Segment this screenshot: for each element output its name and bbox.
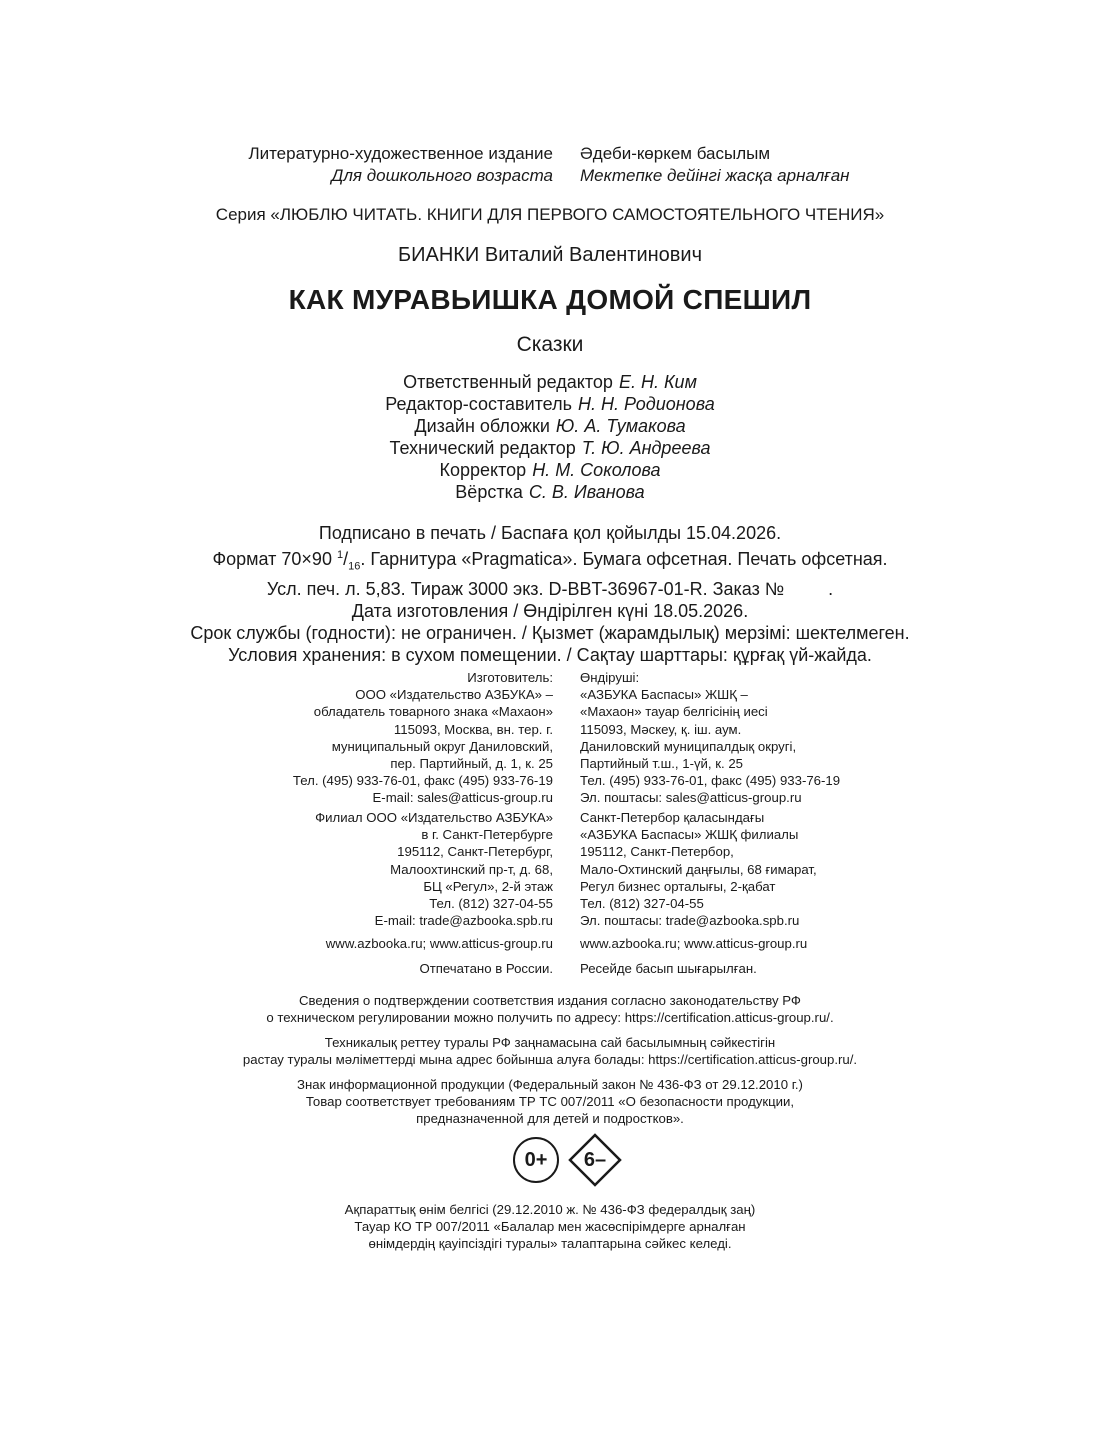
credit-name: Е. Н. Ким xyxy=(618,372,697,392)
credit-row xyxy=(0,437,1100,459)
text-line: Тауар КО ТР 007/2011 «Балалар мен жасөспірімдерге арналған xyxy=(354,1219,746,1235)
text-line: Өндіруші: xyxy=(580,670,640,685)
text-line: E-mail: trade@azbooka.spb.ru xyxy=(374,913,553,929)
credit-name: Т. Ю. Андреева xyxy=(581,438,711,458)
text-line: Техникалық реттеу туралы РФ заңнамасына сай басылымның сәйкестігін xyxy=(324,1035,776,1050)
credit-row xyxy=(0,481,1100,503)
text-line: обладатель товарного знака «Махаон» xyxy=(313,704,553,720)
text-line: Эл. поштасы: sales@atticus-group.ru xyxy=(580,790,802,806)
manufacturer-ru xyxy=(60,669,553,807)
text-line: 115093, Москва, вн. тер. г. xyxy=(393,721,553,737)
text-line: о техническом регулировании можно получить по адресу: https://certification.atticus-group.ru/. xyxy=(266,1010,834,1026)
age-rating-diamond-icon xyxy=(568,1133,622,1187)
age-rating-circle-icon xyxy=(513,1137,559,1183)
storage-line: Условия хранения: в сухом помещении. / Сақтау шарттары: құрғақ үй-жайда. xyxy=(228,644,872,665)
author-name: БИАНКИ Виталий Валентинович xyxy=(397,244,703,266)
credit-row xyxy=(0,459,1100,481)
text-line: пер. Партийный, д. 1, к. 25 xyxy=(390,756,553,772)
text-line: Изготовитель: xyxy=(467,670,553,685)
credit-role: Дизайн обложки xyxy=(414,416,550,436)
text-line: Даниловский муниципалдық округі, xyxy=(580,738,797,754)
credit-role: Редактор-составитель xyxy=(385,394,572,414)
format-line: Формат 70×90 $^1/_{16}$. Гарнитура «Pragmatica». Бумага офсетная. Печать офсетная. xyxy=(212,549,888,573)
date-line: Дата изготовления / Өндірілген күні 18.05.2026. xyxy=(351,600,749,621)
text-line: муниципальный округ Даниловский, xyxy=(331,738,553,754)
text-line: «Махаон» тауар белгісінің иесі xyxy=(580,704,768,720)
text-line: Тел. (495) 933-76-01, факс (495) 933-76-19 xyxy=(292,773,553,789)
credit-role: Корректор xyxy=(439,460,527,480)
text-line: «АЗБУКА Баспасы» ЖШҚ – xyxy=(580,687,748,703)
text-line: Знак информационной продукции (Федеральный закон № 436-ФЗ от 29.12.2010 г.) xyxy=(297,1077,803,1092)
text-line: Тел. (495) 933-76-01, факс (495) 933-76-19 xyxy=(580,773,841,789)
credit-row xyxy=(0,415,1100,437)
certification-kz xyxy=(0,1034,1100,1068)
header-left xyxy=(60,143,553,186)
text-line: Сведения о подтверждении соответствия издания согласно законодательству РФ xyxy=(299,993,801,1008)
websites-kz: www.azbooka.ru; www.atticus-group.ru xyxy=(580,936,808,951)
text-line: Ақпараттық өнім белгісі (29.12.2010 ж. № 436-ФЗ федералдық заң) xyxy=(344,1202,756,1217)
text-line: Товар соответствует требованиям ТР ТС 007/2011 «О безопасности продукции, xyxy=(305,1094,795,1110)
manufacturer-kz xyxy=(580,669,1080,807)
printed-in-kz: Ресейде басып шығарылған. xyxy=(580,961,757,976)
age-group-kz: Мектепке дейінгі жасқа арналған xyxy=(580,165,850,185)
age-rating-label: 6– xyxy=(583,1148,607,1171)
text-line: Мало-Охтинский даңғылы, 68 ғимарат, xyxy=(580,861,817,877)
text-line: растау туралы мәліметтерді мына адрес бойынша алуға болады: https://certification.atticus-group.ru/. xyxy=(242,1052,858,1068)
credit-name: Ю. А. Тумакова xyxy=(555,416,686,436)
credit-row xyxy=(0,371,1100,393)
age-group-ru: Для дошкольного возраста xyxy=(331,165,553,185)
edition-type-kz: Әдеби-көркем басылым xyxy=(580,144,771,163)
print-info-block xyxy=(0,522,1100,666)
text-line: Малоохтинский пр-т, д. 68, xyxy=(390,861,553,877)
age-rating-label: 0+ xyxy=(524,1148,548,1171)
text-line: 195112, Санкт-Петербор, xyxy=(580,844,734,860)
credit-row xyxy=(0,393,1100,415)
credit-name: Н. М. Соколова xyxy=(532,460,661,480)
text-line: предназначенной для детей и подростков». xyxy=(416,1111,684,1127)
websites-ru: www.azbooka.ru; www.atticus-group.ru xyxy=(325,936,553,951)
text-line: өнімдердің қауіпсіздігі туралы» талаптарына сәйкес келеді. xyxy=(368,1236,732,1252)
book-title: КАК МУРАВЬИШКА ДОМОЙ СПЕШИЛ xyxy=(288,284,812,315)
book-subtitle: Сказки xyxy=(516,333,584,356)
edition-type-ru: Литературно-художественное издание xyxy=(248,144,553,163)
branch-ru xyxy=(60,809,553,929)
info-sign-kz xyxy=(0,1201,1100,1253)
text-line: 115093, Мәскеу, қ. іш. аум. xyxy=(580,721,742,737)
signed-line: Подписано в печать / Баспаға қол қойылды 15.04.2026. xyxy=(318,523,782,543)
text-line: БЦ «Регул», 2-й этаж xyxy=(423,878,553,894)
text-line: Тел. (812) 327-04-55 xyxy=(580,896,704,912)
printed-in-ru: Отпечатано в России. xyxy=(419,961,553,976)
credit-name: С. В. Иванова xyxy=(528,482,645,502)
text-line: Тел. (812) 327-04-55 xyxy=(429,896,553,912)
text-line: Партийный т.ш., 1-үй, к. 25 xyxy=(580,756,744,772)
text-line: в г. Санкт-Петербурге xyxy=(421,827,553,843)
text-line: 195112, Санкт-Петербург, xyxy=(397,844,553,860)
text-line: E-mail: sales@atticus-group.ru xyxy=(372,790,553,806)
text-line: Регул бизнес орталығы, 2-қабат xyxy=(580,878,776,894)
branch-kz xyxy=(580,809,1080,929)
sheets-line: Усл. печ. л. 5,83. Тираж 3000 экз. D-BBT-36967-01-R. Заказ № . xyxy=(266,578,834,599)
credit-role: Ответственный редактор xyxy=(403,372,613,392)
certification-ru xyxy=(0,992,1100,1026)
credit-role: Технический редактор xyxy=(389,438,576,458)
text-line: Эл. поштасы: trade@azbooka.spb.ru xyxy=(580,913,800,929)
text-line: «АЗБУКА Баспасы» ЖШҚ филиалы xyxy=(580,827,799,843)
credit-role: Вёрстка xyxy=(455,482,523,502)
credit-name: Н. Н. Родионова xyxy=(577,394,715,414)
text-line: Филиал ООО «Издательство АЗБУКА» xyxy=(315,810,553,825)
service-life-line: Срок службы (годности): не ограничен. / Қызмет (жарамдылық) мерзімі: шектелмеген. xyxy=(190,622,910,643)
text-line: ООО «Издательство АЗБУКА» – xyxy=(355,687,553,703)
text-line: Санкт-Петербор қаласындағы xyxy=(580,810,765,825)
credits-block xyxy=(0,371,1100,503)
info-sign-ru xyxy=(0,1076,1100,1128)
header-right xyxy=(580,143,1080,186)
series-line: Серия «ЛЮБЛЮ ЧИТАТЬ. КНИГИ ДЛЯ ПЕРВОГО САМОСТОЯТЕЛЬНОГО ЧТЕНИЯ» xyxy=(215,205,885,224)
